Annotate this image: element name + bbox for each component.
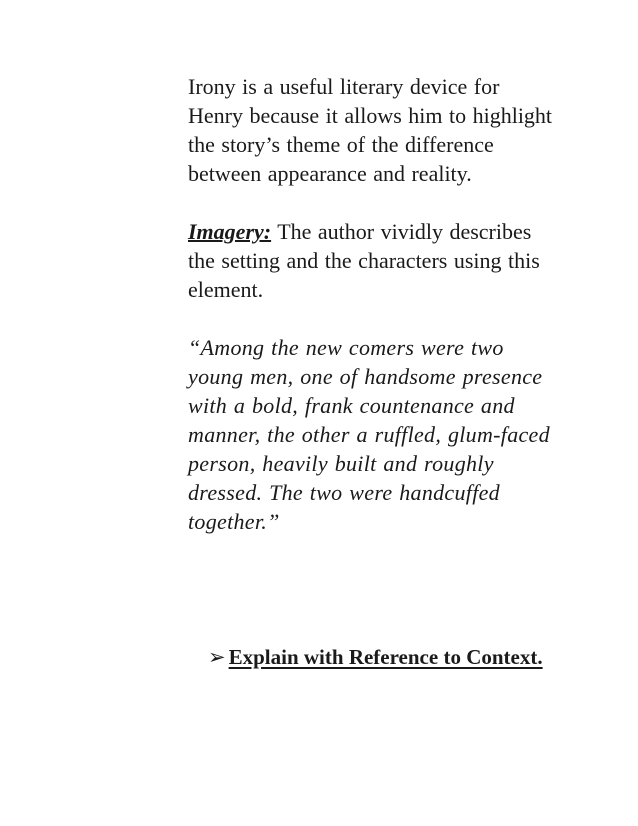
quote-line: person, heavily built and roughly — [188, 451, 494, 476]
paragraph-line: Henry because it allows him to highlight — [188, 103, 553, 128]
paragraph-line: The author vividly describes — [271, 219, 532, 244]
explain-bullet — [208, 645, 543, 670]
document-page — [188, 72, 588, 536]
quote-line: manner, the other a ruffled, glum-faced — [188, 422, 550, 447]
quote-line: dressed. The two were handcuffed — [188, 480, 500, 505]
irony-paragraph — [188, 72, 588, 188]
arrow-bullet-icon: ➢ — [208, 645, 226, 669]
paragraph-line: element. — [188, 277, 264, 302]
imagery-paragraph — [188, 217, 588, 304]
imagery-term: Imagery: — [188, 219, 272, 244]
quote-line: “Among the new comers were two — [188, 335, 504, 360]
paragraph-line: Irony is a useful literary device for — [188, 74, 500, 99]
paragraph-line: between appearance and reality. — [188, 161, 472, 186]
quote-line: young men, one of handsome presence — [188, 364, 543, 389]
quote-paragraph — [188, 333, 588, 536]
explain-heading: Explain with Reference to Context. — [228, 645, 543, 669]
quote-line: with a bold, frank countenance and — [188, 393, 515, 418]
paragraph-line: the story’s theme of the difference — [188, 132, 494, 157]
quote-line: together.” — [188, 509, 280, 534]
paragraph-line: the setting and the characters using this — [188, 248, 540, 273]
